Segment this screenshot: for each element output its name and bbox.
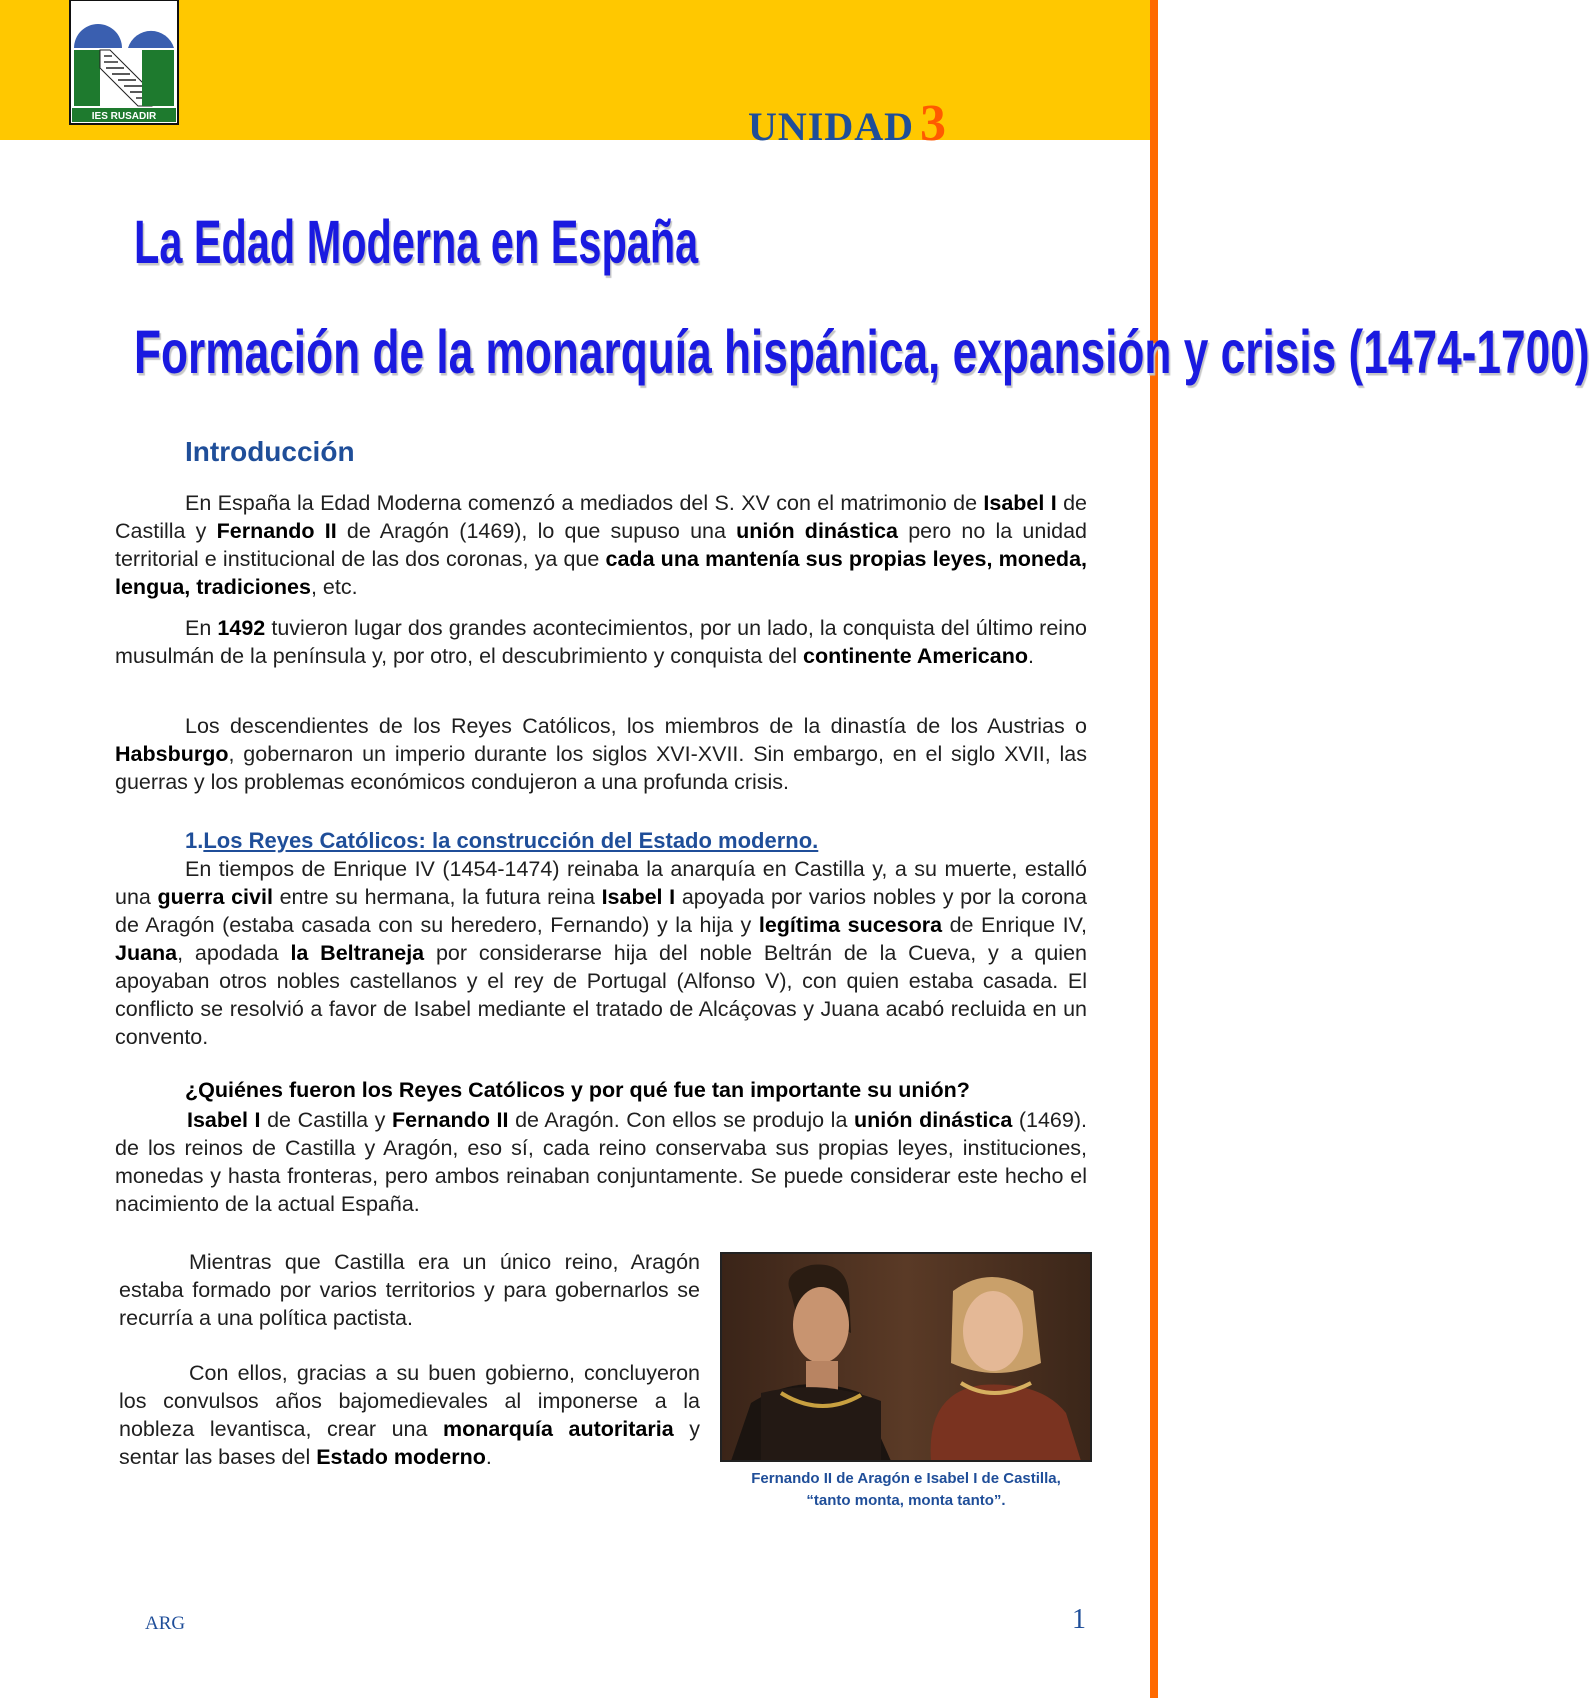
text-run: , etc. [310,575,358,599]
text-run: . [485,1445,492,1469]
text-run: por considerarse hija del noble Beltrán de la Cueva, y a quien apoyaban otros nobles castellanos y el rey de Portugal (Alfonso V), con quien estaba casada. El conflicto se resolvió a favor de Isabel mediante el tratado de Alcáçovas y Juana acabó recluida en un convento. [115,941,1087,1049]
page-number: 1 [1072,1604,1086,1635]
text-run: apoyada por varios nobles y por la corona de Aragón (estaba casada con su heredero, Fernando) y la hija y [115,885,1087,937]
section-1-heading [185,828,818,854]
right-accent-bar [1150,0,1158,1698]
text-run: , gobernaron un imperio durante los siglos XVI-XVII. Sin embargo, en el siglo XVII, las guerras y los problemas económicos condujeron a una profunda crisis. [115,742,1087,794]
bold-text: monarquía autoritaria [443,1417,674,1441]
bold-text: unión dinástica [736,519,899,543]
bold-text: Estado moderno [316,1445,486,1469]
section-1-paragraph-4 [119,1359,700,1471]
text-run: En tiempos de Enrique IV (1454-1474) reinaba la anarquía en Castilla y, a su muerte, estalló una [115,857,1087,909]
bold-text: Habsburgo [115,742,229,766]
text-run: (1469). de los reinos de Castilla y Aragón, eso sí, cada reino conservaba sus propias leyes, instituciones, monedas y hasta fronteras, pero ambos reinaban conjuntamente. Se puede considerar este hecho el nacimiento de la actual España. [115,1108,1087,1216]
intro-paragraph-3 [115,712,1087,796]
text-run: de Aragón (1469), lo que supuso una [336,519,737,543]
text-run: de Castilla y [115,491,1088,543]
bold-text: unión dinástica [853,1108,1013,1132]
unit-label [748,94,947,153]
bold-text: Isabel I [601,885,676,909]
section-1-paragraph-1 [115,855,1087,1051]
intro-paragraph-1 [115,489,1087,601]
bold-text: Isabel I [983,491,1057,515]
bold-text: legítima sucesora [758,913,943,937]
text-run: de Enrique IV, [942,913,1087,937]
text-run: Con ellos, gracias a su buen gobierno, concluyeron los convulsos años bajomedievales al imponerse a la nobleza levantisca, crear una [119,1361,700,1441]
logo-text: IES RUSADIR [91,111,157,122]
image-caption [718,1468,1094,1512]
text-run: de Castilla y [260,1108,392,1132]
section-question: ¿Quiénes fueron los Reyes Católicos y por qué fue tan importante su unión? [185,1078,970,1102]
section-number: 1. [185,828,204,853]
bold-text: cada una mantenía sus propias leyes, moneda, lengua, tradiciones [115,547,1087,599]
text-run: y sentar las bases del [119,1417,700,1469]
text-run: entre su hermana, la futura reina [272,885,602,909]
unit-word: UNIDAD [748,104,914,149]
section-1-link[interactable]: Los Reyes Católicos: la construcción del Estado moderno. [203,828,819,853]
text-run: En España la Edad Moderna comenzó a mediados del S. XV con el matrimonio de [185,491,984,515]
page-title: La Edad Moderna en España [134,207,699,277]
bold-text: continente Americano [802,644,1028,668]
caption-line-1: Fernando II de Aragón e Isabel I de Castilla, [751,1470,1061,1487]
text-run: En [185,616,218,640]
page-subtitle: Formación de la monarquía hispánica, expansión y crisis (1474-1700) [134,317,1590,387]
bold-text: Isabel I [187,1108,261,1132]
portrait-image [721,1253,1091,1461]
text-run: Los descendientes de los Reyes Católicos, los miembros de la dinastía de los Austrias o [185,714,1087,738]
text-run: . [1027,644,1034,668]
caption-line-2: “tanto monta, monta tanto”. [806,1492,1006,1509]
intro-paragraph-2 [115,614,1087,670]
bold-text: Fernando II [216,519,337,543]
text-run: pero no la unidad territorial e institucional de las dos coronas, ya que [115,519,1087,571]
text-run: de Aragón. Con ellos se produjo la [508,1108,854,1132]
bold-text: la Beltraneja [290,941,425,965]
section-1-paragraph-3 [119,1248,700,1332]
school-logo [70,0,178,124]
unit-number: 3 [920,95,947,152]
bold-text: 1492 [217,616,266,640]
section-1-paragraph-2 [115,1106,1087,1218]
text-run: tuvieron lugar dos grandes acontecimientos, por un lado, la conquista del último reino musulmán de la península y, por otro, el descubrimiento y conquista del [115,616,1087,668]
bold-text: Juana [115,941,178,965]
bold-text: guerra civil [157,885,273,909]
intro-heading: Introducción [185,436,355,467]
footer-author: ARG [145,1613,186,1634]
text-run: , apodada [177,941,291,965]
text-run: Mientras que Castilla era un único reino, Aragón estaba formado por varios territorios y para gobernarlos se recurría a una política pactista. [119,1250,700,1330]
bold-text: Fernando II [392,1108,509,1132]
